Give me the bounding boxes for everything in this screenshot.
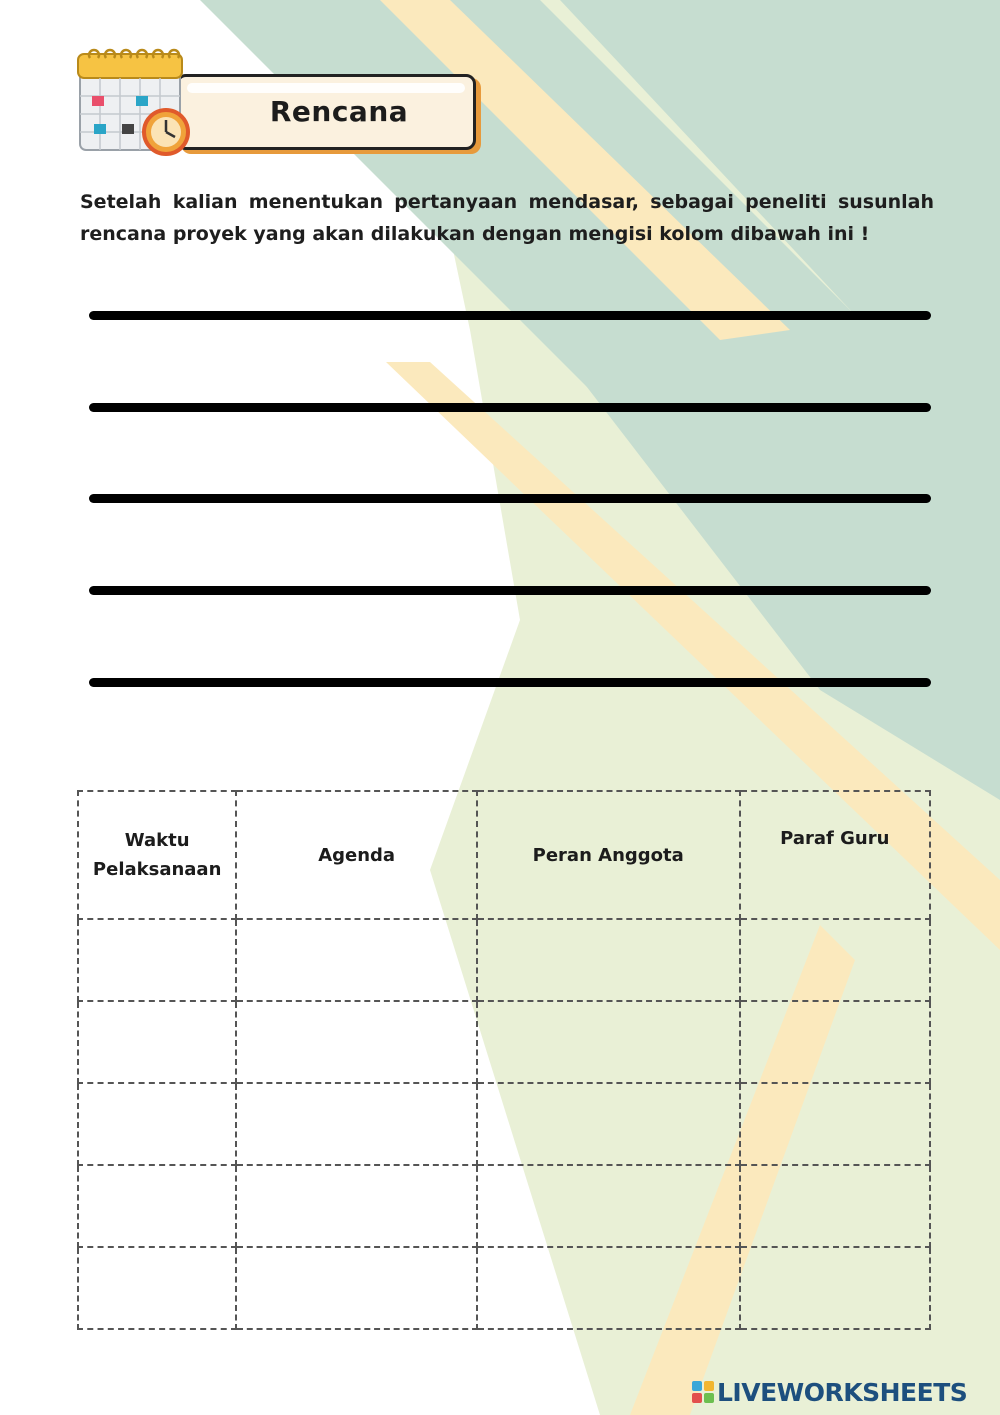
header-paraf-guru: Paraf Guru (740, 791, 930, 919)
cell-paraf[interactable] (740, 1001, 930, 1083)
cell-agenda[interactable] (236, 1083, 477, 1165)
answer-line[interactable] (89, 494, 931, 503)
answer-line[interactable] (89, 311, 931, 320)
cell-paraf[interactable] (740, 1083, 930, 1165)
cell-paraf[interactable] (740, 1247, 930, 1329)
cell-peran[interactable] (477, 1247, 740, 1329)
cell-peran[interactable] (477, 1165, 740, 1247)
table-row (78, 1247, 930, 1329)
table-row (78, 1001, 930, 1083)
table-header-row (78, 791, 930, 919)
plan-table (77, 790, 931, 1330)
table-row (78, 919, 930, 1001)
cell-paraf[interactable] (740, 1165, 930, 1247)
cell-waktu[interactable] (78, 1165, 236, 1247)
cell-waktu[interactable] (78, 1247, 236, 1329)
table-row (78, 1165, 930, 1247)
cell-agenda[interactable] (236, 919, 477, 1001)
header-peran-anggota: Peran Anggota (477, 791, 740, 919)
cell-agenda[interactable] (236, 1165, 477, 1247)
cell-peran[interactable] (477, 1001, 740, 1083)
cell-peran[interactable] (477, 919, 740, 1001)
answer-line[interactable] (89, 678, 931, 687)
header-waktu-pelaksanaan: Waktu Pelaksanaan (78, 791, 236, 919)
brand-name: LIVEWORKSHEETS (717, 1377, 968, 1407)
cell-agenda[interactable] (236, 1247, 477, 1329)
header-agenda: Agenda (236, 791, 477, 919)
cell-peran[interactable] (477, 1083, 740, 1165)
table-row (78, 1083, 930, 1165)
answer-line[interactable] (89, 586, 931, 595)
instruction-text: Setelah kalian menentukan pertanyaan mendasar, sebagai peneliti susunlah rencana proyek yang akan dilakukan dengan mengisi kolom dibawah ini ! (80, 191, 934, 245)
section-header (76, 44, 486, 159)
section-title: Rencana (269, 95, 409, 128)
cell-waktu[interactable] (78, 1083, 236, 1165)
cell-waktu[interactable] (78, 1001, 236, 1083)
calendar-clock-icon (76, 44, 196, 159)
answer-line[interactable] (89, 403, 931, 412)
liveworksheets-brand[interactable] (692, 1374, 967, 1410)
cell-waktu[interactable] (78, 919, 236, 1001)
title-banner (176, 74, 476, 150)
cell-agenda[interactable] (236, 1001, 477, 1083)
cell-paraf[interactable] (740, 919, 930, 1001)
banner-highlight (187, 83, 465, 93)
liveworksheets-logo-icon (692, 1381, 714, 1403)
